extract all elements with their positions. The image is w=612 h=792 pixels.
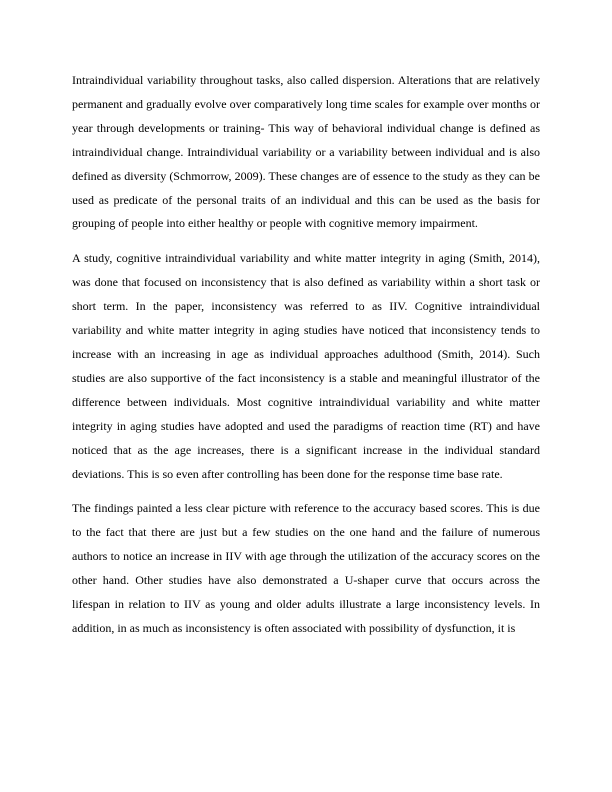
- paragraph-dispersion: Intraindividual variability throughout tasks, also called dispersion. Alterations that are relatively permanent and gradually evolve over comparatively long time scales for example over months or year through developments or training- This way of behavioral individual change is defined as intraindividual change. Intraindividual variability or a variability between individual and is also defined as diversity (Schmorrow, 2009). These changes are of essence to the study as they can be used as predicate of the personal traits of an individual and this can be used as the basis for grouping of people into either healthy or people with cognitive memory impairment.: [72, 73, 540, 231]
- paragraph-iiv-study: A study, cognitive intraindividual variability and white matter integrity in aging (Smith, 2014), was done that focused on inconsistency that is also defined as variability within a short task or short term. In the paper, inconsistency was referred to as IIV. Cognitive intraindividual variability and white matter integrity in aging studies have noticed that inconsistency tends to increase with an increasing in age as individual approaches adulthood (Smith, 2014). Such studies are also supportive of the fact inconsistency is a stable and meaningful illustrator of the difference between individuals. Most cognitive intraindividual variability and white matter integrity in aging studies have adopted and used the paradigms of reaction time (RT) and have noticed that as the age increases, there is a significant increase in the individual standard deviations. This is so even after controlling has been done for the response time base rate.: [72, 251, 540, 481]
- paragraph-accuracy-findings: The findings painted a less clear picture with reference to the accuracy based scores. This is due to the fact that there are just but a few studies on the one hand and the failure of numerous authors to notice an increase in IIV with age through the utilization of the accuracy scores on the other hand. Other studies have also demonstrated a U-shaper curve that occurs across the lifespan in relation to IIV as young and older adults illustrate a large inconsistency levels. In addition, in as much as inconsistency is often associated with possibility of dysfunction, it is: [72, 501, 540, 635]
